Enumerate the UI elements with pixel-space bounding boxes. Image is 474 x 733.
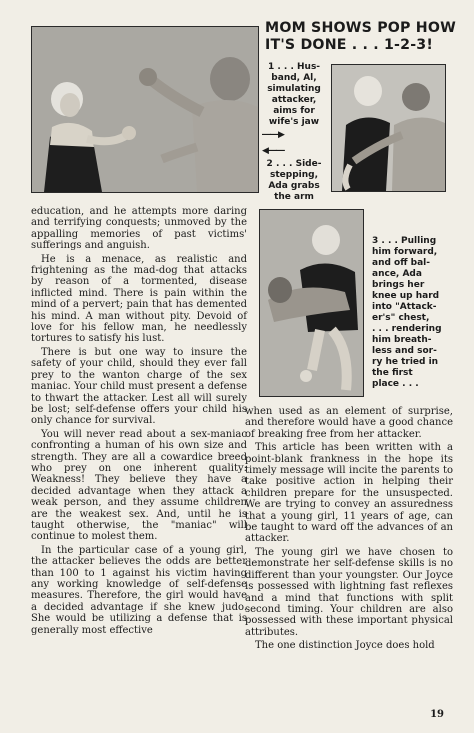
- arrow-right-icon: ――▶: [262, 130, 284, 140]
- body-paragraph: He is a menace, as realistic and frightening as the mad-dog that attacks by reason of a tormented, disease inflicted mind. There is pain within the mind of a pervert; pain that has demented his mind. A man without pity. Devoid of love for his fellow man, he needlessly tortures to satisfy his lust.: [31, 253, 247, 345]
- arrow-left-icon: ◀――: [262, 146, 284, 156]
- body-paragraph: This article has been written with a point-blank frankness in the hope its timely message will incite the parents to take positive action in helping their children prepare for the unsuspected. We are trying to convey an assuredness that a young girl, 11 years of age, can be taught to ward off the advances of an attacker.: [245, 442, 453, 545]
- headline-line-1: MOM SHOWS POP HOW: [265, 20, 456, 36]
- headline: [265, 20, 465, 54]
- caption-3-line: ance, Ada: [372, 269, 422, 279]
- caption-1-line: attacker,: [271, 95, 317, 105]
- photo-husband-aims-punch: [31, 26, 259, 193]
- caption-2-line: the arm: [274, 192, 314, 202]
- caption-3-line: 3 . . . Pulling: [372, 236, 437, 246]
- caption-3-line: into "Attack-: [372, 302, 437, 312]
- body-paragraph: In the particular case of a young girl, the attacker believes the odds are better than 100 to 1 against his victim having any working knowledge of self-defense measures. Therefore, the girl would have a decided advantage if she knew judo. She would be utilizing a defense that is generally most effective: [31, 544, 247, 636]
- photo-knee-strike: [259, 209, 364, 397]
- body-paragraph: The one distinction Joyce does hold: [255, 640, 435, 652]
- caption-3-line: . . . rendering: [372, 324, 442, 334]
- caption-1-line: wife's jaw: [268, 117, 320, 127]
- body-paragraph: You will never read about a sex-maniac confronting a human of his own size and strength. They are all a cowardice breed who prey on one inherent quality: Weakness! They believe they have a decided advantage when they attack a weak person, and they assume children are the weakest sex. And, until he is taught otherwise, the "maniac" will continue to molest them.: [31, 428, 247, 543]
- body-paragraph: The young girl we have chosen to demonstrate her self-defense skills is no different than your youngster. Our Joyce is possessed with lightning fast reflexes and a mind that functions with split second timing. Your children are also possessed with these important physical attributes.: [245, 546, 453, 638]
- body-column-left: [31, 206, 247, 638]
- caption-1-line: aims for: [273, 106, 315, 116]
- photo-sidestep-grab: [331, 64, 446, 192]
- caption-1-line: band, Al,: [271, 73, 317, 83]
- caption-3-line: brings her: [372, 280, 425, 290]
- body-paragraph: There is but one way to insure the safety of your child, should they ever fall prey to the wanton charge of the sex maniac. Your child must present a defense to thwart the attacker. Lest all will surely be lost; self-defense offers your child his only chance for survival.: [31, 346, 247, 427]
- caption-3-line: ry he tried in: [372, 357, 439, 367]
- body-column-right: [245, 406, 453, 654]
- caption-2: [262, 146, 326, 203]
- body-paragraph: when used as an element of surprise, and therefore would have a good chance of breaking free from her attacker.: [245, 406, 453, 440]
- caption-3-line: place . . .: [372, 379, 419, 389]
- caption-3: [372, 236, 454, 390]
- caption-3-line: and off bal-: [372, 258, 430, 268]
- caption-3-line: him forward,: [372, 247, 438, 257]
- headline-line-2: IT'S DONE . . . 1-2-3!: [265, 37, 434, 53]
- body-paragraph: education, and he attempts more daring and terrifying conquests; unmoved by the appalling memories of past victims' sufferings and anguish.: [31, 206, 247, 252]
- caption-2-line: Ada grabs: [268, 181, 320, 191]
- caption-3-line: the first: [372, 368, 413, 378]
- caption-3-line: er's" chest,: [372, 313, 430, 323]
- caption-2-line: stepping,: [269, 170, 318, 180]
- caption-3-line: him breath-: [372, 335, 432, 345]
- page-number: 19: [430, 709, 444, 720]
- caption-3-line: less and sor-: [372, 346, 437, 356]
- caption-2-line: 2 . . . Side-: [266, 159, 322, 169]
- caption-1-line: 1 . . . Hus-: [267, 62, 321, 72]
- caption-1: [262, 62, 326, 141]
- caption-3-line: knee up hard: [372, 291, 440, 301]
- caption-1-line: simulating: [267, 84, 321, 94]
